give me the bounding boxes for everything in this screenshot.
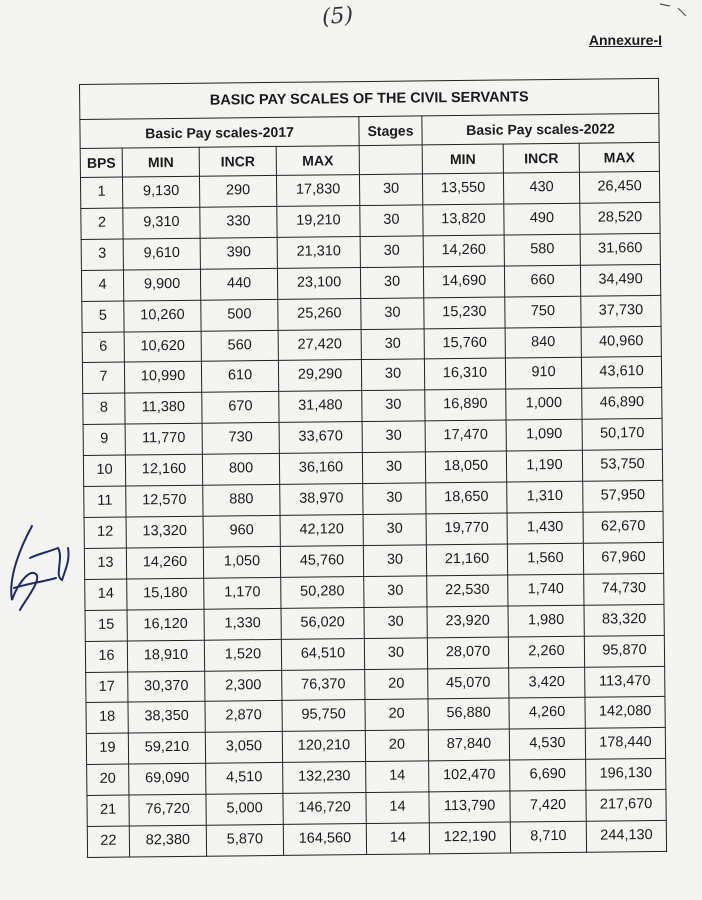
cell-incr-2022: 7,420 — [510, 790, 586, 822]
cell-max-2022: 34,490 — [580, 264, 660, 296]
cell-incr-2017: 4,510 — [206, 763, 283, 795]
cell-max-2022: 26,450 — [579, 171, 659, 203]
cell-max-2022: 46,890 — [582, 388, 662, 420]
cell-max-2022: 74,730 — [584, 573, 664, 605]
cell-min-2022: 45,070 — [428, 668, 509, 700]
table-row — [87, 820, 666, 857]
pay-scales-table — [79, 78, 667, 858]
cell-min-2022: 14,260 — [423, 235, 504, 267]
column-header-stages-blank — [359, 145, 422, 175]
cell-max-2017: 146,720 — [283, 793, 366, 825]
cell-max-2022: 113,470 — [585, 666, 665, 698]
cell-min-2022: 14,690 — [423, 266, 504, 298]
cell-bps: 19 — [86, 733, 128, 764]
cell-min-2017: 82,380 — [129, 825, 206, 857]
cell-bps: 3 — [81, 239, 123, 270]
cell-bps: 17 — [86, 672, 128, 703]
cell-max-2022: 40,960 — [581, 326, 661, 358]
cell-max-2022: 37,730 — [581, 295, 661, 327]
cell-incr-2017: 730 — [202, 423, 279, 455]
cell-bps: 8 — [83, 393, 125, 424]
table-body — [80, 171, 666, 857]
cell-bps: 11 — [84, 486, 126, 517]
cell-min-2017: 9,310 — [123, 207, 200, 239]
cell-stages: 30 — [361, 298, 424, 330]
column-header-min-2022: MIN — [422, 144, 503, 174]
cell-min-2022: 15,230 — [424, 297, 505, 329]
cell-min-2017: 15,180 — [127, 578, 204, 610]
cell-max-2017: 42,120 — [280, 515, 363, 547]
column-header-max-2017: MAX — [276, 146, 359, 176]
cell-bps: 16 — [85, 641, 127, 672]
cell-bps: 5 — [82, 301, 124, 332]
cell-stages: 30 — [364, 607, 427, 639]
cell-max-2022: 217,670 — [586, 790, 666, 822]
cell-incr-2017: 560 — [201, 330, 278, 362]
cell-stages: 30 — [360, 267, 423, 299]
cell-max-2022: 43,610 — [581, 357, 661, 389]
cell-stages: 20 — [365, 668, 428, 700]
cell-min-2022: 87,840 — [428, 729, 509, 761]
cell-min-2022: 56,880 — [428, 698, 509, 730]
cell-min-2022: 17,470 — [425, 420, 506, 452]
cell-min-2022: 113,790 — [429, 791, 510, 823]
cell-max-2022: 53,750 — [582, 450, 662, 482]
column-header-max-2022: MAX — [579, 142, 659, 172]
cell-max-2022: 31,660 — [580, 233, 660, 265]
cell-incr-2022: 1,980 — [508, 605, 584, 637]
cell-min-2022: 102,470 — [429, 760, 510, 792]
cell-stages: 14 — [366, 823, 429, 855]
cell-min-2022: 16,890 — [425, 389, 506, 421]
cell-min-2017: 11,380 — [125, 393, 202, 425]
cell-incr-2017: 2,300 — [205, 670, 282, 702]
cell-bps: 2 — [81, 208, 123, 239]
cell-bps: 21 — [87, 795, 129, 826]
cell-incr-2017: 1,520 — [204, 639, 281, 671]
cell-incr-2017: 2,870 — [205, 701, 282, 733]
cell-min-2022: 122,190 — [429, 822, 510, 854]
cell-max-2017: 17,830 — [276, 175, 359, 207]
cell-incr-2022: 660 — [504, 265, 580, 297]
cell-incr-2022: 3,420 — [509, 667, 585, 699]
cell-incr-2022: 580 — [504, 234, 580, 266]
cell-min-2022: 28,070 — [427, 637, 508, 669]
cell-incr-2017: 610 — [201, 361, 278, 393]
cell-bps: 12 — [84, 517, 126, 548]
cell-min-2017: 13,320 — [126, 516, 203, 548]
cell-bps: 1 — [80, 177, 122, 208]
cell-bps: 18 — [86, 702, 128, 733]
cell-incr-2022: 490 — [504, 203, 580, 235]
cell-max-2017: 64,510 — [281, 638, 364, 670]
cell-stages: 30 — [363, 545, 426, 577]
cell-max-2017: 38,970 — [280, 484, 363, 516]
cell-max-2017: 76,370 — [282, 669, 365, 701]
cell-stages: 30 — [360, 205, 423, 237]
handwritten-page-number: (5) — [321, 2, 355, 31]
cell-bps: 15 — [85, 610, 127, 641]
cell-min-2017: 38,350 — [128, 702, 205, 734]
cell-incr-2022: 2,260 — [508, 636, 584, 668]
cell-stages: 30 — [364, 637, 427, 669]
cell-min-2017: 11,770 — [125, 423, 202, 455]
column-header-incr-2022: INCR — [503, 143, 579, 173]
cell-max-2022: 142,080 — [585, 697, 665, 729]
cell-stages: 30 — [361, 359, 424, 391]
cell-min-2022: 19,770 — [426, 513, 507, 545]
cell-max-2022: 83,320 — [584, 604, 664, 636]
cell-incr-2017: 960 — [203, 515, 280, 547]
cell-incr-2017: 290 — [199, 175, 276, 207]
pen-mark-icon — [658, 0, 688, 20]
cell-max-2017: 36,160 — [279, 453, 362, 485]
cell-min-2022: 18,650 — [426, 482, 507, 514]
cell-stages: 30 — [362, 452, 425, 484]
cell-max-2022: 196,130 — [586, 759, 666, 791]
cell-stages: 30 — [360, 236, 423, 268]
cell-max-2017: 56,020 — [281, 607, 364, 639]
cell-incr-2022: 1,560 — [507, 543, 583, 575]
cell-min-2022: 18,050 — [425, 451, 506, 483]
cell-max-2022: 28,520 — [580, 202, 660, 234]
cell-min-2017: 14,260 — [126, 547, 203, 579]
cell-incr-2022: 8,710 — [510, 821, 586, 853]
cell-incr-2022: 1,000 — [506, 389, 582, 421]
cell-min-2017: 76,720 — [129, 794, 206, 826]
cell-min-2017: 12,570 — [126, 485, 203, 517]
group-header-2022: Basic Pay scales-2022 — [422, 113, 659, 144]
cell-stages: 20 — [365, 730, 428, 762]
cell-incr-2022: 1,190 — [506, 450, 582, 482]
cell-bps: 6 — [82, 332, 124, 363]
cell-min-2017: 10,620 — [124, 331, 201, 363]
cell-min-2022: 16,310 — [424, 358, 505, 390]
cell-bps: 14 — [85, 579, 127, 610]
cell-max-2017: 31,480 — [279, 391, 362, 423]
cell-min-2017: 9,610 — [123, 238, 200, 270]
stages-header: Stages — [359, 116, 422, 146]
column-header-bps: BPS — [80, 148, 122, 177]
cell-stages: 14 — [366, 792, 429, 824]
cell-max-2017: 27,420 — [278, 329, 361, 361]
cell-incr-2022: 1,740 — [508, 574, 584, 606]
cell-stages: 30 — [363, 514, 426, 546]
cell-min-2017: 10,260 — [124, 300, 201, 332]
cell-max-2017: 33,670 — [279, 422, 362, 454]
cell-stages: 30 — [362, 390, 425, 422]
cell-max-2017: 29,290 — [278, 360, 361, 392]
cell-min-2022: 13,820 — [423, 204, 504, 236]
cell-min-2017: 16,120 — [127, 609, 204, 641]
cell-max-2017: 21,310 — [277, 236, 360, 268]
cell-incr-2022: 430 — [503, 172, 579, 204]
annexure-label: Annexure-I — [588, 32, 662, 48]
table-title: BASIC PAY SCALES OF THE CIVIL SERVANTS — [80, 78, 659, 119]
cell-stages: 30 — [364, 576, 427, 608]
cell-incr-2017: 440 — [200, 268, 277, 300]
cell-incr-2017: 3,050 — [205, 732, 282, 764]
cell-max-2022: 244,130 — [586, 820, 666, 852]
cell-incr-2022: 910 — [505, 358, 581, 390]
cell-max-2022: 178,440 — [585, 728, 665, 760]
cell-min-2017: 59,210 — [128, 733, 205, 765]
cell-min-2017: 12,160 — [125, 454, 202, 486]
cell-incr-2017: 330 — [200, 206, 277, 238]
cell-min-2022: 15,760 — [424, 328, 505, 360]
cell-min-2017: 10,990 — [124, 362, 201, 394]
column-header-min-2017: MIN — [122, 147, 199, 177]
cell-incr-2017: 670 — [202, 392, 279, 424]
cell-min-2017: 18,910 — [127, 640, 204, 672]
cell-max-2017: 164,560 — [283, 824, 366, 856]
cell-stages: 30 — [363, 483, 426, 515]
cell-max-2022: 67,960 — [583, 542, 663, 574]
cell-incr-2022: 4,260 — [509, 698, 585, 730]
cell-max-2017: 25,260 — [278, 298, 361, 330]
cell-bps: 22 — [87, 826, 129, 857]
cell-incr-2017: 1,330 — [204, 608, 281, 640]
cell-incr-2022: 1,310 — [507, 481, 583, 513]
cell-min-2017: 9,130 — [122, 176, 199, 208]
cell-incr-2022: 4,530 — [509, 729, 585, 761]
cell-stages: 30 — [359, 174, 422, 206]
cell-min-2022: 23,920 — [427, 606, 508, 638]
cell-max-2022: 50,170 — [582, 419, 662, 451]
cell-incr-2017: 1,170 — [204, 577, 281, 609]
cell-max-2017: 120,210 — [282, 731, 365, 763]
cell-max-2017: 23,100 — [277, 267, 360, 299]
cell-incr-2022: 6,690 — [510, 759, 586, 791]
cell-incr-2017: 5,000 — [206, 794, 283, 826]
pay-scales-table-container — [79, 78, 666, 858]
column-header-incr-2017: INCR — [199, 146, 276, 176]
cell-min-2022: 21,160 — [426, 544, 507, 576]
cell-incr-2022: 750 — [505, 296, 581, 328]
cell-min-2022: 13,550 — [422, 173, 503, 205]
cell-max-2017: 132,230 — [283, 762, 366, 794]
cell-min-2017: 9,900 — [123, 269, 200, 301]
cell-max-2022: 95,870 — [584, 635, 664, 667]
cell-incr-2022: 1,430 — [507, 512, 583, 544]
cell-incr-2017: 5,870 — [206, 824, 283, 856]
cell-stages: 20 — [365, 699, 428, 731]
group-header-2017: Basic Pay scales-2017 — [80, 117, 359, 149]
cell-bps: 10 — [83, 455, 125, 486]
cell-min-2017: 69,090 — [129, 763, 206, 795]
cell-bps: 4 — [81, 270, 123, 301]
cell-incr-2017: 1,050 — [203, 546, 280, 578]
cell-bps: 13 — [84, 548, 126, 579]
cell-max-2022: 57,950 — [583, 480, 663, 512]
cell-bps: 7 — [82, 362, 124, 393]
cell-bps: 20 — [87, 764, 129, 795]
cell-stages: 30 — [361, 328, 424, 360]
cell-incr-2017: 800 — [202, 454, 279, 486]
cell-incr-2017: 390 — [200, 237, 277, 269]
cell-min-2017: 30,370 — [128, 671, 205, 703]
cell-incr-2017: 880 — [203, 484, 280, 516]
cell-max-2017: 45,760 — [280, 545, 363, 577]
cell-incr-2022: 1,090 — [506, 420, 582, 452]
cell-incr-2017: 500 — [201, 299, 278, 331]
cell-max-2017: 19,210 — [277, 205, 360, 237]
cell-stages: 30 — [362, 421, 425, 453]
cell-max-2017: 50,280 — [281, 576, 364, 608]
cell-max-2022: 62,670 — [583, 511, 663, 543]
signature-icon — [2, 518, 72, 618]
cell-bps: 9 — [83, 424, 125, 455]
cell-incr-2022: 840 — [505, 327, 581, 359]
cell-min-2022: 22,530 — [427, 575, 508, 607]
cell-max-2017: 95,750 — [282, 700, 365, 732]
cell-stages: 14 — [366, 761, 429, 793]
